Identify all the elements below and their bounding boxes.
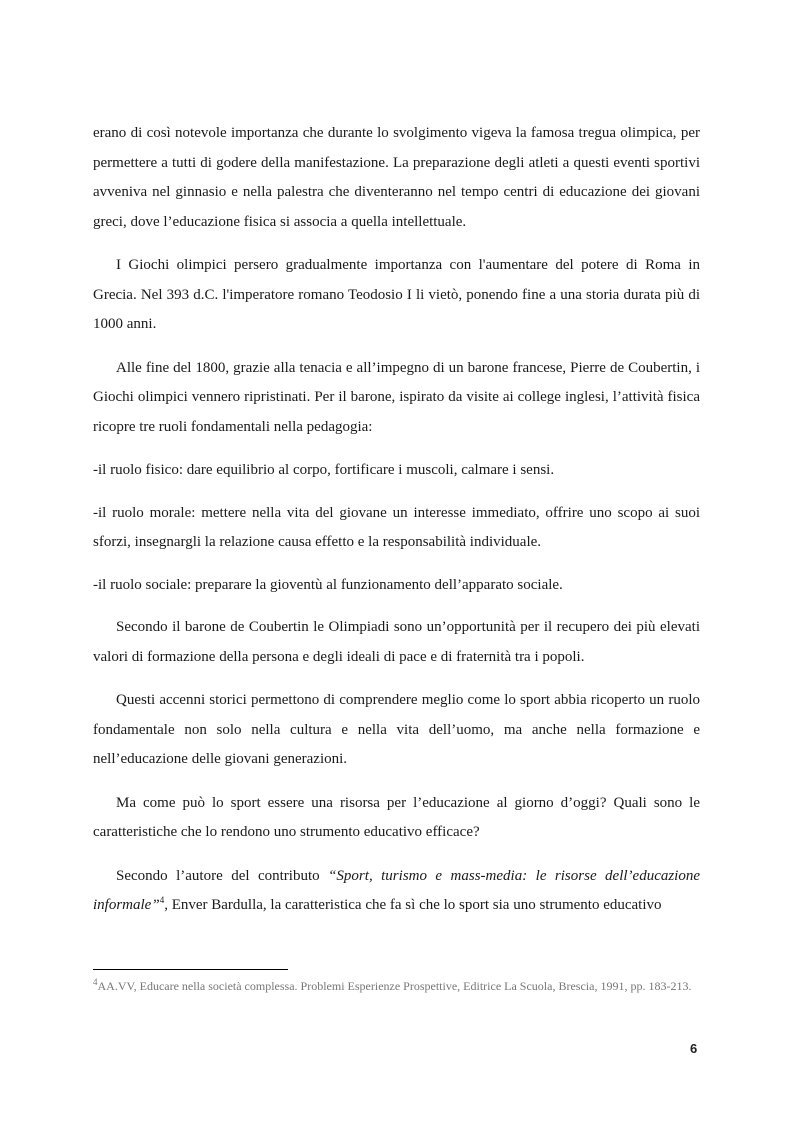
list-item-physical-role: -il ruolo fisico: dare equilibrio al corpo, fortificare i muscoli, calmare i sensi. <box>93 462 555 478</box>
bardulla-text-before: Secondo l’autore del contributo <box>116 867 329 884</box>
paragraph-decline-olympics: I Giochi olimpici persero gradualmente importanza con l'aumentare del potere di Roma in Grecia. Nel 393 d.C. l'imperatore romano Teodosio I li vietò, ponendo fine a una storia durata più di 1000 anni. <box>93 257 700 332</box>
paragraph-historical-notes: Questi accenni storici permettono di comprendere meglio come lo sport abbia ricoperto un ruolo fondamentale non solo nella cultura e nella vita dell’uomo, ma anche nella formazione e nell’educazione delle giovani generazioni. <box>93 692 700 767</box>
footnote <box>93 976 700 997</box>
paragraph-continuation: erano di così notevole importanza che durante lo svolgimento vigeva la famosa tregua olimpica, per permettere a tutti di godere della manifestazione. La preparazione degli atleti a questi eventi sportivi avveniva nel ginnasio e nella palestra che diventeranno nel tempo centri di educazione dei giovani greci, dove l’educazione fisica si associa a quella intellettuale. <box>93 125 700 230</box>
paragraph-bardulla <box>93 862 700 921</box>
paragraph-olympic-values: Secondo il barone de Coubertin le Olimpiadi sono un’opportunità per il recupero dei più elevati valori di formazione della persona e degli ideali di pace e di fraternità tra i popoli. <box>93 619 700 665</box>
paragraph-coubertin: Alle fine del 1800, grazie alla tenacia e all’impegno di un barone francese, Pierre de Coubertin, i Giochi olimpici vennero ripristinati. Per il barone, ispirato da visite ai college inglesi, l’attività fisica ricopre tre ruoli fondamentali nella pedagogia: <box>93 359 700 435</box>
footnote-text: AA.VV, Educare nella società complessa. Problemi Esperienze Prospettive, Editrice La Scuola, Brescia, 1991, pp. 183-213. <box>97 979 692 993</box>
footnote-number: 4 <box>93 977 98 987</box>
list-item-social-role: -il ruolo sociale: preparare la gioventù al funzionamento dell’apparato sociale. <box>93 576 563 593</box>
cited-title: “Sport, turismo e mass-media: le risorse dell’educazione informale” <box>93 867 701 913</box>
page-number: 6 <box>690 1041 698 1056</box>
bardulla-text-after: , Enver Bardulla, la caratteristica che fa sì che lo sport sia uno strumento educativo <box>164 897 662 913</box>
paragraph-question: Ma come può lo sport essere una risorsa per l’educazione al giorno d’oggi? Quali sono le caratteristiche che lo rendono uno strumento educativo efficace? <box>93 794 700 840</box>
footnote-reference[interactable]: 4 <box>159 895 165 905</box>
body-text <box>93 119 700 935</box>
list-item-moral-role: -il ruolo morale: mettere nella vita del giovane un interesse immediato, offrire uno scopo ai suoi sforzi, insegnargli la relazione causa effetto e la responsabilità individuale. <box>93 504 700 550</box>
footnote-separator <box>93 969 288 970</box>
